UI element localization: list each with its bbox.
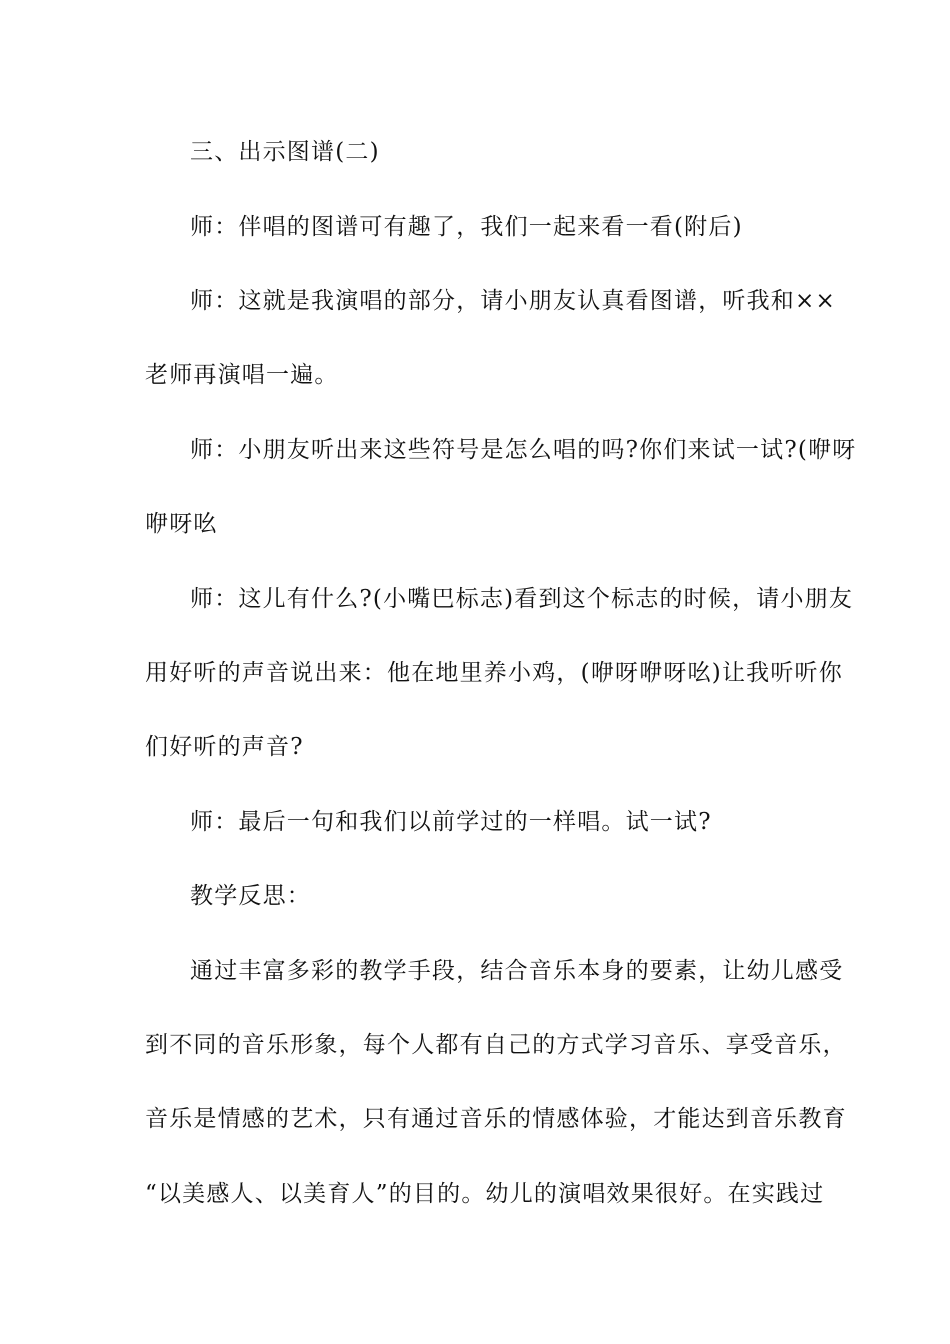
paragraph-line: 师：伴唱的图谱可有趣了，我们一起来看一看(附后) [190, 214, 743, 240]
paragraph-line: 师：最后一句和我们以前学过的一样唱。试一试? [190, 809, 712, 835]
paragraph-line: “以美感人、以美育人”的目的。幼儿的演唱效果很好。在实践过 [145, 1181, 825, 1207]
subsection-heading: 教学反思： [190, 883, 311, 909]
paragraph-line: 师：这儿有什么?(小嘴巴标志)看到这个标志的时候，请小朋友 [190, 586, 854, 612]
paragraph-line: 师：小朋友听出来这些符号是怎么唱的吗?你们来试一试?(咿呀 [190, 437, 857, 463]
paragraph-line: 老师再演唱一遍。 [145, 362, 339, 388]
section-heading: 三、出示图谱(二) [190, 139, 380, 165]
paragraph-line: 到不同的音乐形象，每个人都有自己的方式学习音乐、享受音乐， [145, 1032, 847, 1058]
paragraph-line: 师：这就是我演唱的部分，请小朋友认真看图谱，听我和×× [190, 288, 836, 314]
paragraph-line: 音乐是情感的艺术，只有通过音乐的情感体验，才能达到音乐教育 [145, 1106, 847, 1132]
paragraph-line: 们好听的声音? [145, 734, 304, 760]
paragraph-line: 通过丰富多彩的教学手段，结合音乐本身的要素，让幼儿感受 [190, 958, 844, 984]
paragraph-line: 用好听的声音说出来：他在地里养小鸡，(咿呀咿呀吆)让我听听你 [145, 660, 843, 686]
paragraph-line: 咿呀吆 [145, 511, 218, 537]
